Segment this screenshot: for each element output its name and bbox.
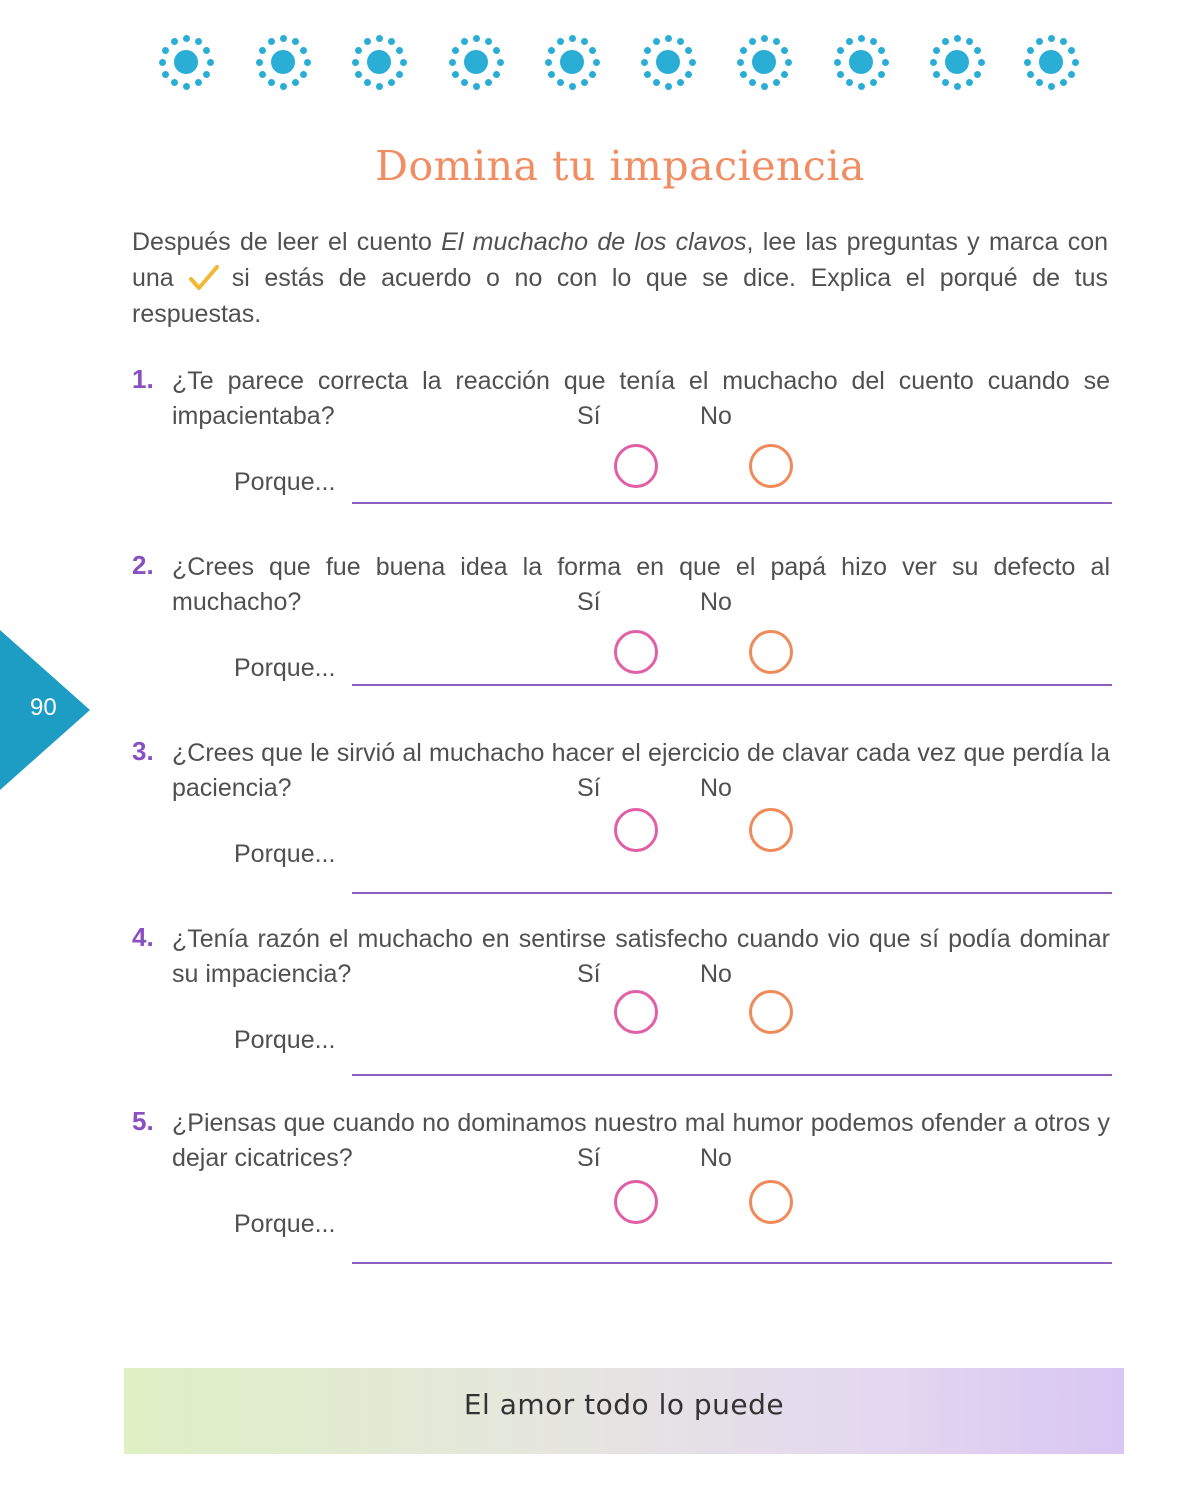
page-number: 90 [30, 694, 57, 721]
because-label: Porque... [234, 654, 336, 682]
flower-dot [761, 35, 768, 42]
flower-dot [355, 47, 362, 54]
flower-dot [978, 59, 985, 66]
flower-dot [259, 71, 266, 78]
flower-dot [749, 79, 756, 86]
flower-dot [837, 71, 844, 78]
flower-dot [581, 79, 588, 86]
flower-dot [548, 71, 555, 78]
flower-dot [882, 59, 889, 66]
question-text: ¿Tenía razón el muchacho en sentirse satisfecho cuando vio que sí podía dominar su impaciencia? [172, 925, 1110, 988]
instructions-part2: , lee las preguntas y marca con una [132, 228, 1109, 292]
instructions [132, 224, 1108, 332]
no-label: No [700, 1144, 732, 1172]
flower-dot [781, 47, 788, 54]
no-label: No [700, 588, 732, 616]
decorative-flower-icon [349, 32, 409, 92]
flower-dot [954, 35, 961, 42]
flower-dot [195, 38, 202, 45]
flower-dot [300, 47, 307, 54]
flower-dot [781, 71, 788, 78]
flower-dot [966, 79, 973, 86]
flower-dot [300, 71, 307, 78]
flower-dot [388, 38, 395, 45]
flower-dot [581, 38, 588, 45]
flower-dot [569, 83, 576, 90]
flower-dot [259, 47, 266, 54]
decorative-dots-row [0, 32, 1183, 92]
flower-dot [183, 35, 190, 42]
flower-center [849, 50, 873, 74]
flower-dot [1048, 35, 1055, 42]
flower-dot [473, 35, 480, 42]
flower-dot [183, 83, 190, 90]
flower-dot [203, 47, 210, 54]
flower-dot [846, 38, 853, 45]
flower-dot [834, 59, 841, 66]
flower-dot [942, 79, 949, 86]
instructions-part1: Después de leer el cuento [132, 228, 442, 256]
flower-dot [878, 47, 885, 54]
flower-center [367, 50, 391, 74]
flower-center [464, 50, 488, 74]
flower-dot [557, 79, 564, 86]
flower-dot [569, 35, 576, 42]
flower-dot [740, 47, 747, 54]
no-label: No [700, 402, 732, 430]
because-label: Porque... [234, 1210, 336, 1238]
no-option-circle[interactable] [749, 808, 793, 852]
flower-dot [376, 83, 383, 90]
flower-dot [761, 83, 768, 90]
flower-dot [593, 59, 600, 66]
flower-dot [1024, 59, 1031, 66]
question-text: ¿Crees que fue buena idea la forma en que el papá hizo ver su defecto al muchacho? [172, 553, 1110, 616]
flower-dot [396, 71, 403, 78]
flower-dot [280, 83, 287, 90]
answer-line[interactable] [352, 684, 1112, 686]
flower-dot [641, 59, 648, 66]
flower-dot [1036, 79, 1043, 86]
flower-dot [858, 35, 865, 42]
footer-title: El amor todo lo puede [463, 1388, 785, 1421]
flower-dot [837, 47, 844, 54]
decorative-flower-icon [638, 32, 698, 92]
flower-dot [644, 47, 651, 54]
flower-center [174, 50, 198, 74]
story-title: El muchacho de los clavos [441, 228, 747, 256]
yes-option-circle[interactable] [614, 990, 658, 1034]
flower-dot [388, 79, 395, 86]
flower-dot [352, 59, 359, 66]
checkmark-icon [188, 264, 220, 292]
flower-dot [280, 35, 287, 42]
flower-dot [974, 47, 981, 54]
flower-dot [773, 38, 780, 45]
flower-dot [1048, 83, 1055, 90]
decorative-flower-icon [156, 32, 216, 92]
no-option-circle[interactable] [749, 990, 793, 1034]
flower-center [560, 50, 584, 74]
flower-dot [304, 59, 311, 66]
flower-dot [449, 59, 456, 66]
question-number: 1. [132, 364, 154, 394]
because-label: Porque... [234, 1026, 336, 1054]
flower-dot [364, 79, 371, 86]
flower-dot [256, 59, 263, 66]
no-option-circle[interactable] [749, 444, 793, 488]
decorative-flower-icon [1021, 32, 1081, 92]
flower-dot [589, 71, 596, 78]
flower-dot [400, 59, 407, 66]
flower-dot [159, 59, 166, 66]
flower-dot [974, 71, 981, 78]
yes-label: Sí [577, 774, 601, 802]
flower-center [1039, 50, 1063, 74]
decorative-flower-icon [831, 32, 891, 92]
flower-dot [677, 79, 684, 86]
flower-dot [493, 47, 500, 54]
question-text: ¿Te parece correcta la reacción que tenía el muchacho del cuento cuando se impacientaba? [172, 367, 1110, 430]
no-option-circle[interactable] [749, 630, 793, 674]
decorative-flower-icon [734, 32, 794, 92]
flower-dot [689, 59, 696, 66]
flower-center [656, 50, 680, 74]
flower-dot [878, 71, 885, 78]
flower-dot [685, 71, 692, 78]
flower-dot [171, 38, 178, 45]
flower-dot [773, 79, 780, 86]
flower-dot [1036, 38, 1043, 45]
flower-dot [461, 79, 468, 86]
flower-dot [548, 47, 555, 54]
flower-dot [473, 83, 480, 90]
flower-dot [162, 47, 169, 54]
yes-option-circle[interactable] [614, 444, 658, 488]
flower-dot [292, 38, 299, 45]
no-label: No [700, 774, 732, 802]
flower-dot [207, 59, 214, 66]
flower-center [945, 50, 969, 74]
because-label: Porque... [234, 840, 336, 868]
flower-dot [737, 59, 744, 66]
flower-dot [1060, 79, 1067, 86]
flower-dot [933, 47, 940, 54]
question-number: 3. [132, 736, 154, 766]
yes-label: Sí [577, 588, 601, 616]
because-label: Porque... [234, 468, 336, 496]
flower-dot [203, 71, 210, 78]
decorative-flower-icon [253, 32, 313, 92]
flower-center [752, 50, 776, 74]
flower-dot [644, 71, 651, 78]
flower-dot [1027, 47, 1034, 54]
flower-dot [870, 79, 877, 86]
flower-center [271, 50, 295, 74]
flower-dot [376, 35, 383, 42]
flower-dot [1068, 71, 1075, 78]
flower-dot [162, 71, 169, 78]
yes-label: Sí [577, 402, 601, 430]
flower-dot [858, 83, 865, 90]
question-number: 5. [132, 1106, 154, 1136]
flower-dot [665, 83, 672, 90]
flower-dot [292, 79, 299, 86]
flower-dot [740, 71, 747, 78]
question-number: 4. [132, 922, 154, 952]
flower-dot [1068, 47, 1075, 54]
flower-dot [497, 59, 504, 66]
flower-dot [966, 38, 973, 45]
flower-dot [785, 59, 792, 66]
flower-dot [171, 79, 178, 86]
flower-dot [942, 38, 949, 45]
flower-dot [653, 79, 660, 86]
flower-dot [1027, 71, 1034, 78]
flower-dot [268, 79, 275, 86]
answer-line[interactable] [352, 1074, 1112, 1076]
flower-dot [493, 71, 500, 78]
flower-dot [557, 38, 564, 45]
yes-label: Sí [577, 1144, 601, 1172]
question-number: 2. [132, 550, 154, 580]
flower-dot [954, 83, 961, 90]
yes-option-circle[interactable] [614, 1180, 658, 1224]
answer-line[interactable] [352, 502, 1112, 504]
flower-dot [677, 38, 684, 45]
yes-option-circle[interactable] [614, 808, 658, 852]
decorative-flower-icon [927, 32, 987, 92]
flower-dot [268, 38, 275, 45]
answer-line[interactable] [352, 1262, 1112, 1264]
flower-dot [545, 59, 552, 66]
flower-dot [485, 38, 492, 45]
flower-dot [461, 38, 468, 45]
flower-dot [589, 47, 596, 54]
yes-option-circle[interactable] [614, 630, 658, 674]
yes-label: Sí [577, 960, 601, 988]
flower-dot [685, 47, 692, 54]
flower-dot [749, 38, 756, 45]
flower-dot [933, 71, 940, 78]
flower-dot [195, 79, 202, 86]
decorative-flower-icon [446, 32, 506, 92]
flower-dot [452, 71, 459, 78]
flower-dot [364, 38, 371, 45]
flower-dot [1072, 59, 1079, 66]
answer-line[interactable] [352, 892, 1112, 894]
flower-dot [485, 79, 492, 86]
flower-dot [870, 38, 877, 45]
flower-dot [452, 47, 459, 54]
instructions-part3: si estás de acuerdo o no con lo que se dice. Explica el porqué de tus respuestas. [132, 264, 1108, 328]
no-label: No [700, 960, 732, 988]
flower-dot [930, 59, 937, 66]
flower-dot [355, 71, 362, 78]
no-option-circle[interactable] [749, 1180, 793, 1224]
question-text: ¿Piensas que cuando no dominamos nuestro mal humor podemos ofender a otros y dejar cicatrices? [172, 1109, 1110, 1172]
question-text: ¿Crees que le sirvió al muchacho hacer el ejercicio de clavar cada vez que perdía la paciencia? [172, 739, 1110, 802]
flower-dot [396, 47, 403, 54]
page-title: Domina tu impaciencia [375, 142, 865, 190]
flower-dot [846, 79, 853, 86]
decorative-flower-icon [542, 32, 602, 92]
flower-dot [653, 38, 660, 45]
flower-dot [1060, 38, 1067, 45]
flower-dot [665, 35, 672, 42]
